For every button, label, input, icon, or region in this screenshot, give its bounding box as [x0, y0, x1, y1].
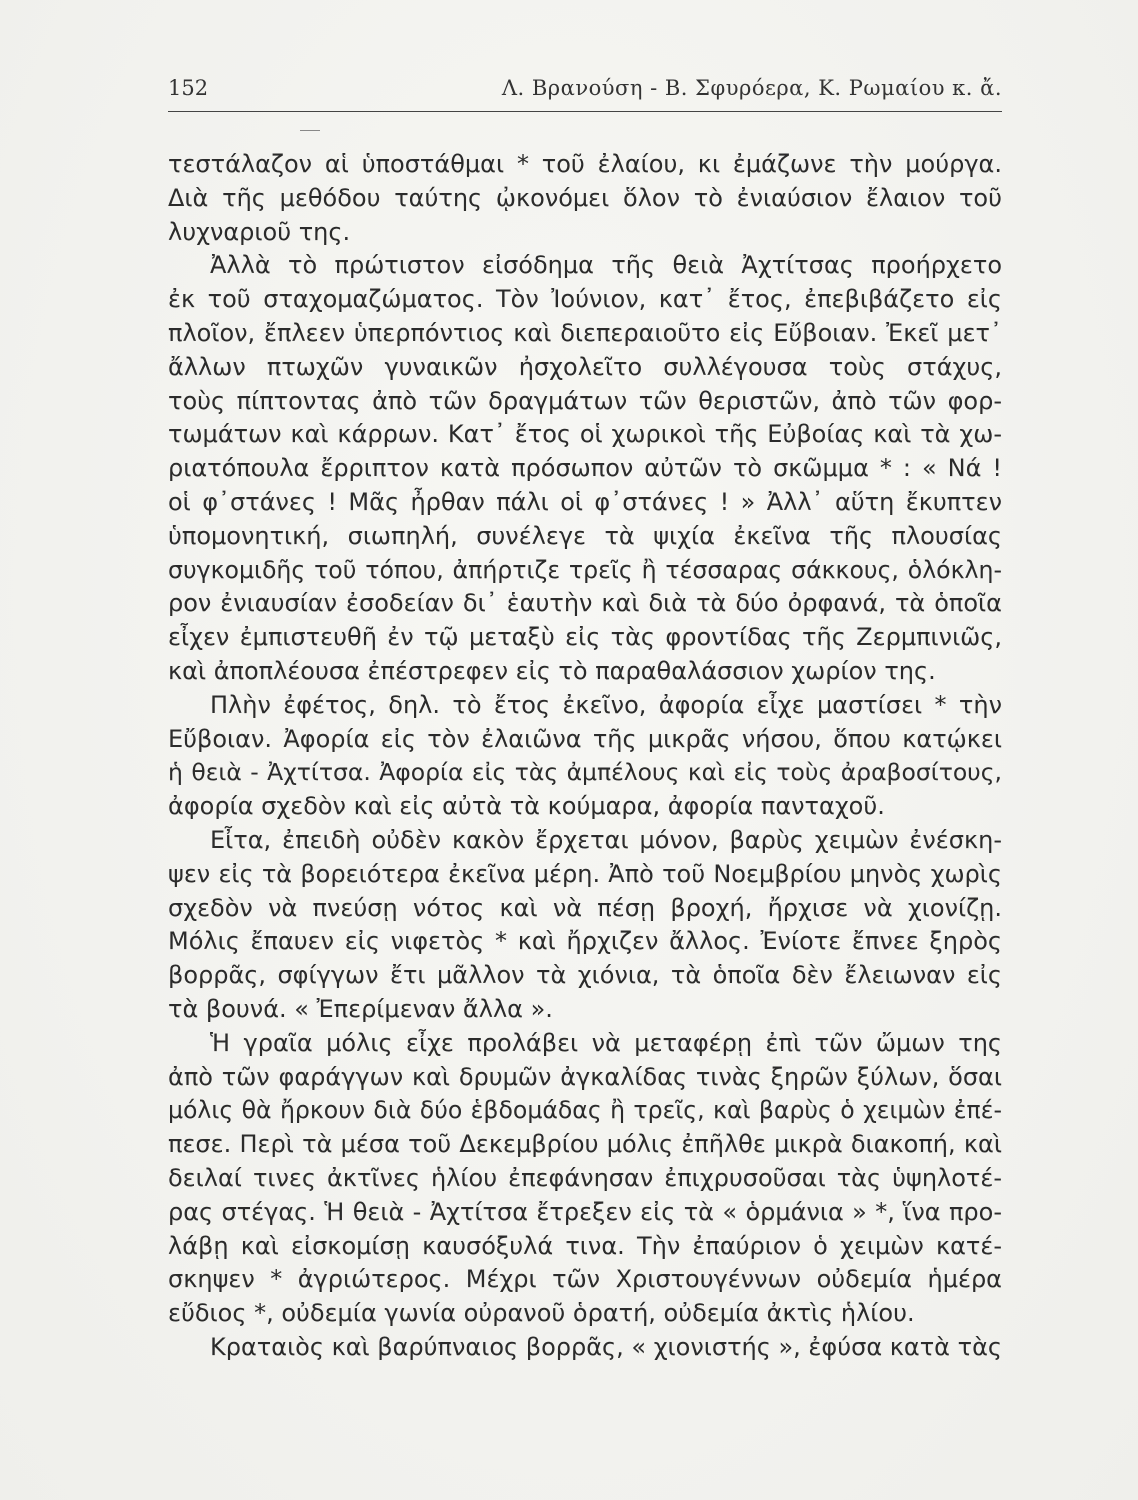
header-rule — [168, 111, 1002, 112]
text-line: ρον ἐνιαυσίαν ἐσοδείαν δι᾽ ἑαυτὴν καὶ διὰ τὰ δύο ὀρφανά, τὰ ὁποῖα — [168, 589, 1002, 618]
text-line: Πλὴν ἐφέτος, δηλ. τὸ ἔτος ἐκεῖνο, ἀφορία εἶχε μαστίσει * τὴν — [210, 690, 1002, 719]
text-line: ἀπὸ τῶν φαράγγων καὶ δρυμῶν ἀγκαλίδας τινὰς ξηρῶν ξύλων, ὅσαι — [168, 1062, 1002, 1091]
text-line: δειλαί τινες ἀκτῖνες ἡλίου ἐπεφάνησαν ἐπιχρυσοῦσαι τὰς ὑψηλοτέ- — [168, 1163, 1002, 1192]
text-line: οἱ φ᾽στάνες ! Μᾶς ἦρθαν πάλι οἱ φ᾽στάνες ! » Ἀλλ᾽ αὕτη ἔκυπτεν — [168, 487, 1002, 516]
text-line: ἡ θειὰ - Ἀχτίτσα. Ἀφορία εἰς τὰς ἀμπέλους καὶ εἰς τοὺς ἀραβοσίτους, — [168, 758, 1002, 787]
text-line: Ἀλλὰ τὸ πρώτιστον εἰσόδημα τῆς θειὰ Ἀχτίτσας προήρχετο — [210, 251, 1002, 280]
text-line: Κραταιὸς καὶ βαρύπναιος βορρᾶς, « χιονιστής », ἐφύσα κατὰ τὰς — [210, 1332, 1002, 1361]
text-line: λυχναριοῦ της. — [168, 217, 351, 246]
rule-mark — [300, 130, 320, 131]
text-line: εἶχεν ἐμπιστευθῆ ἐν τῷ μεταξὺ εἰς τὰς φροντίδας τῆς Ζερμπινιῶς, — [168, 623, 1002, 652]
text-line: τοὺς πίπτοντας ἀπὸ τῶν δραγμάτων τῶν θεριστῶν, ἀπὸ τῶν φορ- — [168, 386, 1002, 415]
text-line: τεστάλαζον αἱ ὑποστάθμαι * τοῦ ἐλαίου, κι ἐμάζωνε τὴν μούργα. — [168, 150, 1002, 178]
text-line: καὶ ἀποπλέουσα ἐπέστρεφεν εἰς τὸ παραθαλάσσιον χωρίον της. — [168, 656, 936, 685]
text-line: λάβῃ καὶ εἰσκομίσῃ καυσόξυλά τινα. Τὴν ἐπαύριον ὁ χειμὼν κατέ- — [168, 1231, 1002, 1260]
running-title: Λ. Βρανούση - Β. Σφυρόερα, Κ. Ρωμαίου κ. ἄ. — [501, 76, 1002, 100]
text-line: τωμάτων καὶ κάρρων. Κατ᾽ ἔτος οἱ χωρικοὶ τῆς Εὐβοίας καὶ τὰ χω- — [168, 420, 1002, 449]
text-line: μόλις θὰ ἤρκουν διὰ δύο ἑβδομάδας ἢ τρεῖς, καὶ βαρὺς ὁ χειμὼν ἐπέ- — [168, 1096, 1002, 1125]
text-line: πλοῖον, ἔπλεεν ὑπερπόντιος καὶ διεπεραιοῦτο εἰς Εὔβοιαν. Ἐκεῖ μετ᾽ — [168, 318, 1002, 347]
text-line: ριατόπουλα ἔρριπτον κατὰ πρόσωπον αὐτῶν τὸ σκῶμμα * : « Νά ! — [168, 454, 1002, 483]
text-line: Ἡ γραῖα μόλις εἶχε προλάβει νὰ μεταφέρῃ ἐπὶ τῶν ὤμων της — [210, 1028, 1002, 1057]
text-line: εὔδιος *, οὐδεμία γωνία οὐρανοῦ ὁρατή, οὐδεμία ἀκτὶς ἡλίου. — [168, 1299, 915, 1328]
text-line: ὑπομονητική, σιωπηλή, συνέλεγε τὰ ψιχία ἐκεῖνα τῆς πλουσίας — [168, 521, 1002, 550]
text-line: βορρᾶς, σφίγγων ἔτι μᾶλλον τὰ χιόνια, τὰ ὁποῖα δὲν ἔλειωναν εἰς — [168, 961, 1002, 990]
text-line: πεσε. Περὶ τὰ μέσα τοῦ Δεκεμβρίου μόλις ἐπῆλθε μικρὰ διακοπή, καὶ — [168, 1130, 1002, 1159]
body-text — [168, 148, 1002, 1365]
text-line: συγκομιδῆς τοῦ τόπου, ἀπήρτιζε τρεῖς ἢ τέσσαρας σάκκους, ὁλόκλη- — [168, 555, 1002, 584]
text-line: Διὰ τῆς μεθόδου ταύτης ᾠκονόμει ὅλον τὸ ἐνιαύσιον ἔλαιον τοῦ — [168, 183, 1002, 212]
text-line: Μόλις ἔπαυεν εἰς νιφετὸς * καὶ ἤρχιζεν ἄλλος. Ἐνίοτε ἔπνεε ξηρὸς — [168, 927, 1002, 956]
text-line: σχεδὸν νὰ πνεύσῃ νότος καὶ νὰ πέσῃ βροχή, ἤρχισε νὰ χιονίζῃ. — [168, 893, 1002, 922]
text-line: ρας στέγας. Ἡ θειὰ - Ἀχτίτσα ἔτρεξεν εἰς τὰ « ὁρμάνια » *, ἵνα προ- — [168, 1197, 1002, 1226]
text-line: Εἶτα, ἐπειδὴ οὐδὲν κακὸν ἔρχεται μόνον, βαρὺς χειμὼν ἐνέσκη- — [210, 825, 1002, 854]
text-line: Εὔβοιαν. Ἀφορία εἰς τὸν ἐλαιῶνα τῆς μικρᾶς νήσου, ὅπου κατῴκει — [168, 724, 1002, 753]
text-line: ψεν εἰς τὰ βορειότερα ἐκεῖνα μέρη. Ἀπὸ τοῦ Νοεμβρίου μηνὸς χωρὶς — [168, 859, 1002, 888]
page-number: 152 — [168, 76, 209, 100]
text-line: ἐκ τοῦ σταχομαζώματος. Τὸν Ἰούνιον, κατ᾽ ἔτος, ἐπεβιβάζετο εἰς — [168, 285, 1002, 314]
text-line: τὰ βουνά. « Ἐπερίμεναν ἄλλα ». — [168, 994, 553, 1023]
text-line: ἄλλων πτωχῶν γυναικῶν ἠσχολεῖτο συλλέγουσα τοὺς στάχυς, — [168, 352, 1002, 381]
text-line: ἀφορία σχεδὸν καὶ εἰς αὐτὰ τὰ κούμαρα, ἀφορία πανταχοῦ. — [168, 792, 885, 821]
page-header — [168, 76, 1002, 106]
text-line: σκηψεν * ἀγριώτερος. Μέχρι τῶν Χριστουγέννων οὐδεμία ἡμέρα — [168, 1265, 1002, 1294]
